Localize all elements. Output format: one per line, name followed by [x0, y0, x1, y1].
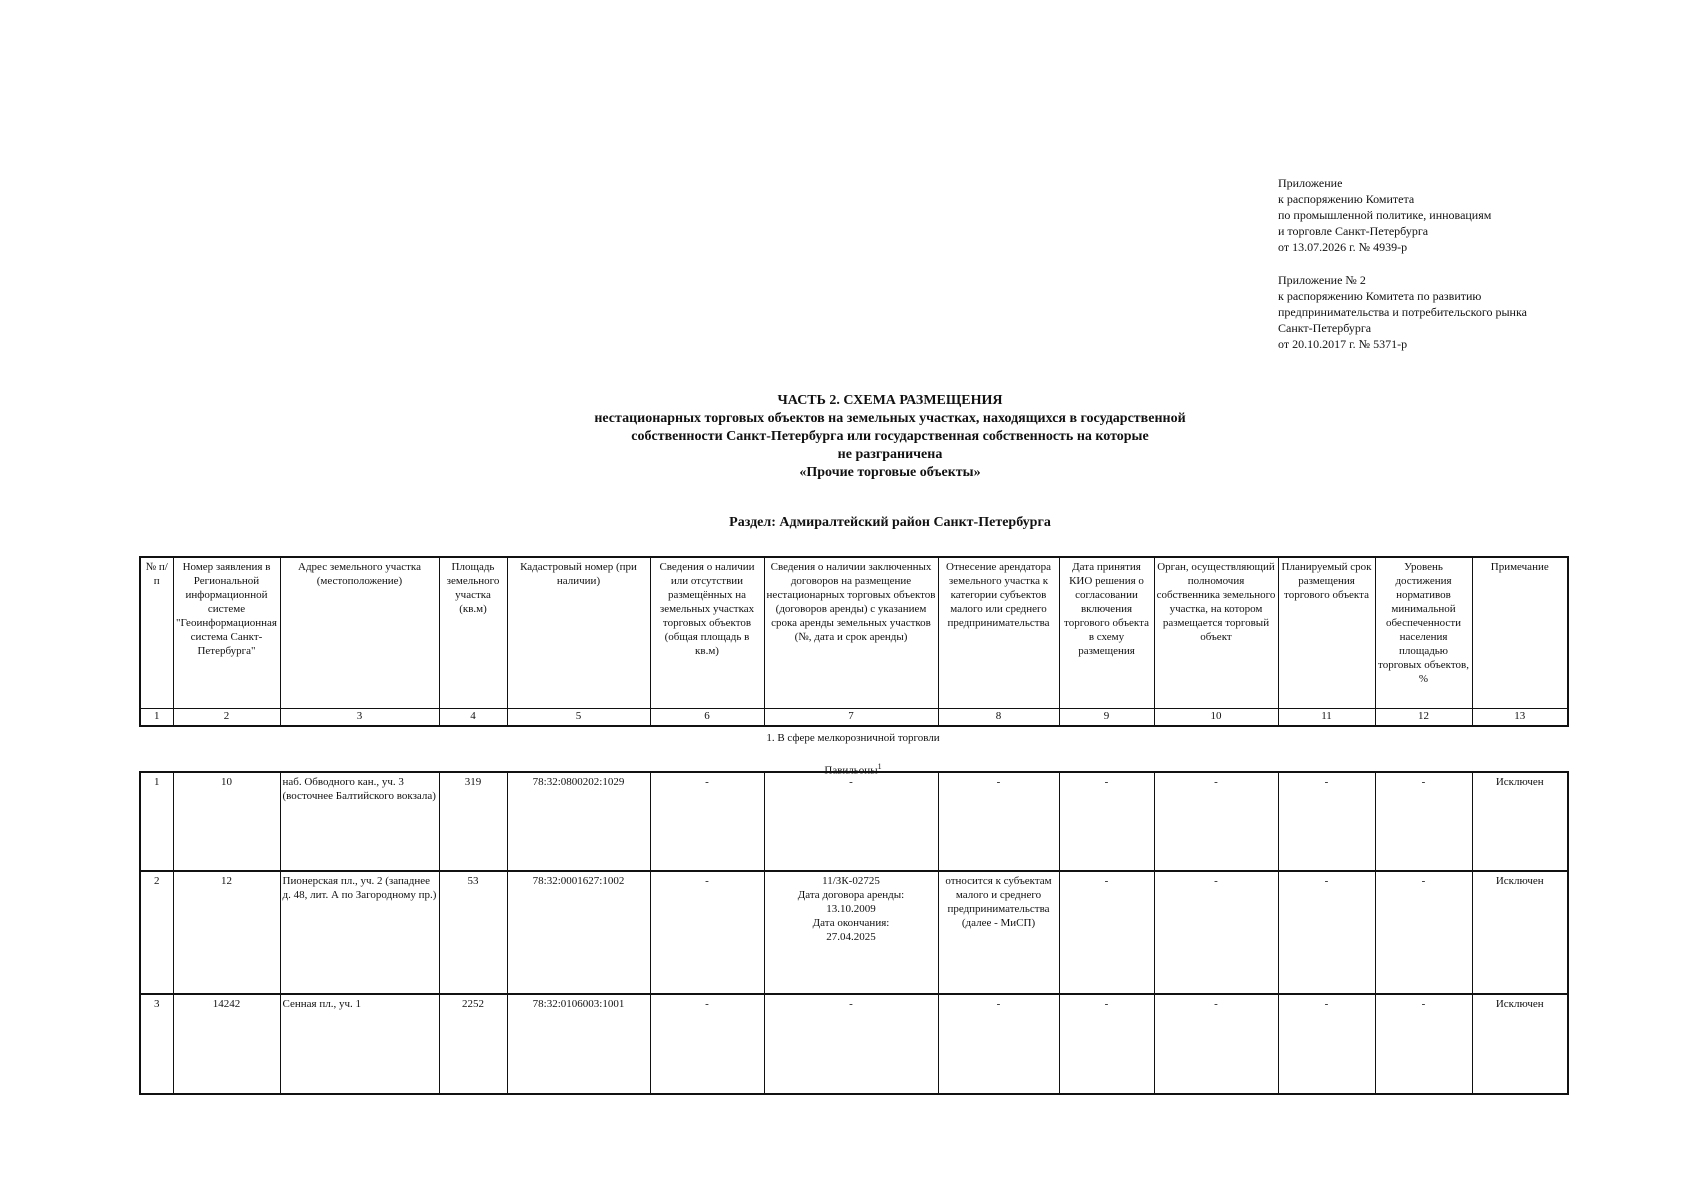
column-header: Планируемый срок размещения торгового объекта: [1278, 557, 1375, 709]
column-number: 11: [1278, 709, 1375, 727]
column-number: 12: [1375, 709, 1472, 727]
heading-line: «Прочие торговые объекты»: [799, 465, 981, 480]
column-number: 1: [140, 709, 173, 727]
appendix-line: Приложение № 2: [1278, 273, 1366, 287]
table-cell: -: [1154, 871, 1278, 994]
section-title: Раздел: Адмиралтейский район Санкт-Петербурга: [729, 515, 1051, 530]
appendix-note-2: [1278, 272, 1678, 352]
appendix-line: от 13.07.2026 г. № 4939-р: [1278, 240, 1408, 254]
header-table: [139, 556, 1569, 727]
column-header: Адрес земельного участка (местоположение): [280, 557, 439, 709]
appendix-line: от 20.10.2017 г. № 5371-р: [1278, 337, 1408, 351]
table-cell: -: [1278, 994, 1375, 1094]
table-cell: -: [1154, 994, 1278, 1094]
column-number: 8: [938, 709, 1059, 727]
table-cell: 78:32:0800202:1029: [507, 772, 650, 871]
column-header: Сведения о наличии заключенных договоров на размещение нестационарных торговых объектов (договоров аренды) с указанием срока аренды земельных участков (№, дата и срок аренды): [764, 557, 938, 709]
table-cell: -: [650, 994, 764, 1094]
table-cell: 78:32:0001627:1002: [507, 871, 650, 994]
table-cell: -: [1154, 772, 1278, 871]
object-type-label: Павильоны: [824, 764, 878, 777]
table-cell: относится к субъектам малого и среднего предпринимательства (далее - МиСП): [938, 871, 1059, 994]
table-cell: Исключен: [1472, 772, 1568, 871]
appendix-line: Санкт-Петербурга: [1278, 321, 1372, 335]
table-cell: -: [1059, 994, 1154, 1094]
table-cell: Исключен: [1472, 994, 1568, 1094]
table-cell: -: [1375, 994, 1472, 1094]
table-cell: Исключен: [1472, 871, 1568, 994]
appendix-line: к распоряжению Комитета по развитию: [1278, 289, 1482, 303]
table-cell: Пионерская пл., уч. 2 (западнее д. 48, лит. А по Загородному пр.): [280, 871, 439, 994]
data-table: [139, 771, 1569, 1095]
appendix-line: предпринимательства и потребительского рынка: [1278, 305, 1527, 319]
table-cell: 11/ЗК-02725 Дата договора аренды: 13.10.2009 Дата окончания: 27.04.2025: [764, 871, 938, 994]
heading-line: ЧАСТЬ 2. СХЕМА РАЗМЕЩЕНИЯ: [777, 393, 1003, 408]
appendix-line: к распоряжению Комитета: [1278, 192, 1415, 206]
column-number: 7: [764, 709, 938, 727]
table-cell: Сенная пл., уч. 1: [280, 994, 439, 1094]
table-cell: 53: [439, 871, 507, 994]
table-cell: 319: [439, 772, 507, 871]
column-number: 2: [173, 709, 280, 727]
appendix-note-1: [1278, 175, 1678, 255]
column-header: Кадастровый номер (при наличии): [507, 557, 650, 709]
table-row: [140, 772, 1568, 871]
header-row: [140, 557, 1568, 709]
table-cell: наб. Обводного кан., уч. 3 (восточнее Балтийского вокзала): [280, 772, 439, 871]
column-header: Сведения о наличии или отсутствии размещённых на земельных участках торговых объектов (общая площадь в кв.м): [650, 557, 764, 709]
document-heading: [400, 392, 1380, 482]
column-number: 9: [1059, 709, 1154, 727]
column-header: № п/п: [140, 557, 173, 709]
table-cell: -: [1059, 772, 1154, 871]
table-cell: 2252: [439, 994, 507, 1094]
column-number: 10: [1154, 709, 1278, 727]
column-header: Дата принятия КИО решения о согласовании включения торгового объекта в схему размещения: [1059, 557, 1154, 709]
column-number: 4: [439, 709, 507, 727]
table-cell: -: [1278, 871, 1375, 994]
table-cell: -: [938, 994, 1059, 1094]
table-cell: -: [1375, 772, 1472, 871]
table-cell: 3: [140, 994, 173, 1094]
table-cell: -: [938, 772, 1059, 871]
heading-line: не разграничена: [837, 447, 943, 462]
column-number-row: [140, 709, 1568, 727]
table-cell: -: [650, 772, 764, 871]
column-number: 5: [507, 709, 650, 727]
column-number: 13: [1472, 709, 1568, 727]
table-cell: 14242: [173, 994, 280, 1094]
appendix-line: по промышленной политике, инновациям: [1278, 208, 1492, 222]
heading-line: нестационарных торговых объектов на земельных участках, находящихся в государственной: [594, 411, 1186, 426]
column-header: Номер заявления в Региональной информационной системе "Геоинформационная система Санкт-Петербурга": [173, 557, 280, 709]
table-cell: 12: [173, 871, 280, 994]
table-cell: -: [764, 994, 938, 1094]
table-cell: 2: [140, 871, 173, 994]
table-row: [140, 871, 1568, 994]
column-number: 6: [650, 709, 764, 727]
column-number: 3: [280, 709, 439, 727]
table-cell: 10: [173, 772, 280, 871]
column-header: Отнесение арендатора земельного участка к категории субъектов малого или среднего предпринимательства: [938, 557, 1059, 709]
column-header: Примечание: [1472, 557, 1568, 709]
table-row: [140, 994, 1568, 1094]
subcategory-caption: 1. В сфере мелкорозничной торговли: [766, 732, 940, 744]
table-cell: 78:32:0106003:1001: [507, 994, 650, 1094]
table-cell: -: [1375, 871, 1472, 994]
appendix-line: Приложение: [1278, 176, 1343, 190]
table-cell: 1: [140, 772, 173, 871]
table-cell: -: [1278, 772, 1375, 871]
footnote-marker: 1: [877, 762, 882, 771]
column-header: Площадь земельного участка (кв.м): [439, 557, 507, 709]
appendix-line: и торговле Санкт-Петербурга: [1278, 224, 1429, 238]
table-cell: -: [1059, 871, 1154, 994]
column-header: Орган, осуществляющий полномочия собственника земельного участка, на котором размещается торговый объект: [1154, 557, 1278, 709]
table-cell: -: [650, 871, 764, 994]
table-cell: -: [764, 772, 938, 871]
heading-line: собственности Санкт-Петербурга или государственная собственность на которые: [631, 429, 1149, 444]
column-header: Уровень достижения нормативов минимальной обеспеченности населения площадью торговых объектов, %: [1375, 557, 1472, 709]
